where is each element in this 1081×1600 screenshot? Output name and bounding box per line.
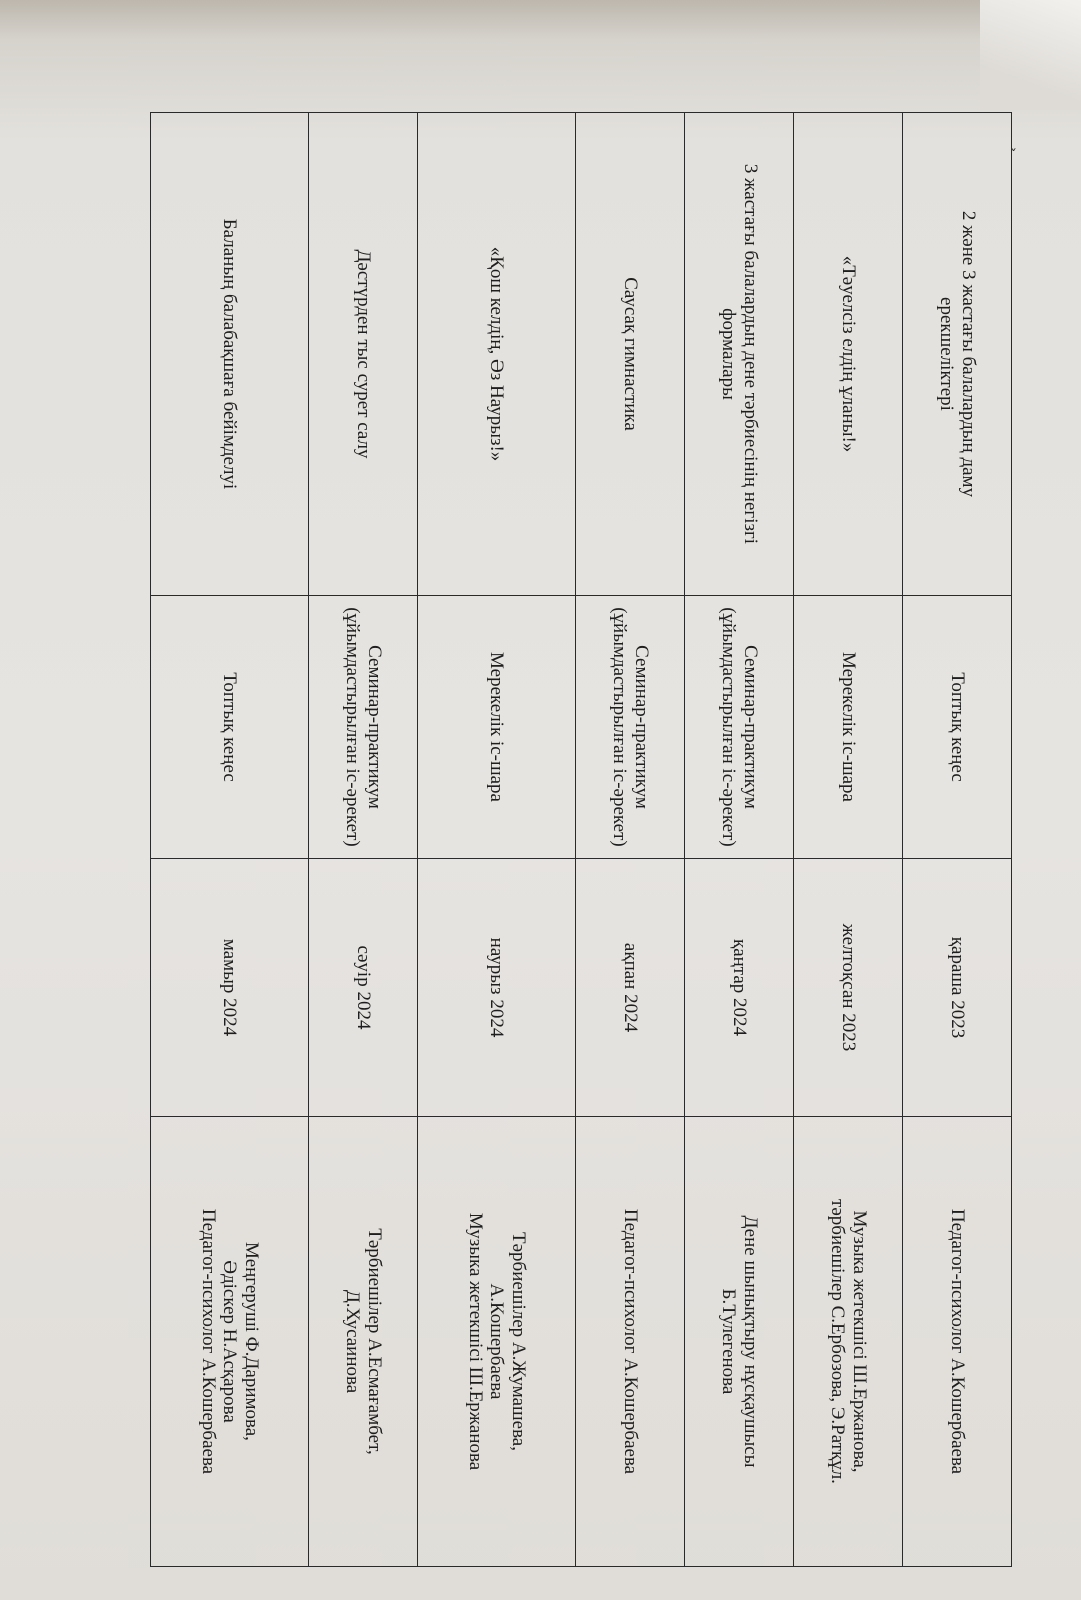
topic-cell-line: Дәстүрден тыс сурет салу <box>352 249 374 459</box>
page-corner-fold <box>980 0 1081 110</box>
form-cell-line: Мерекелік іс-шара <box>837 652 859 802</box>
table-row <box>575 113 684 1567</box>
responsible-cell <box>151 1117 309 1567</box>
date-cell: желтоқсан 2023 <box>793 859 902 1117</box>
topic-cell-line: «Қош келдің, Әз Наурыз!» <box>486 246 508 462</box>
form-cell <box>902 596 1011 859</box>
responsible-cell-line: Тәрбиешілер А.Жумашева, <box>508 1232 530 1451</box>
topic-cell <box>793 113 902 596</box>
responsible-cell-line: Д.Хусаинова <box>342 1289 363 1394</box>
form-cell-line: Семинар-практикум <box>363 645 385 809</box>
responsible-cell <box>902 1117 1011 1567</box>
table-row <box>684 113 793 1567</box>
responsible-cell-line: Музыка жетекшісі Ш.Ержанова <box>464 1212 486 1471</box>
date-cell: қараша 2023 <box>902 859 1011 1117</box>
form-cell-line: Топтық кеңес <box>219 672 241 782</box>
topic-cell <box>308 113 417 596</box>
form-cell <box>575 596 684 859</box>
topic-cell-line: ерекшеліктері <box>936 297 957 411</box>
form-cell-line: (ұйымдастырылған іс-әрекет) <box>717 607 739 847</box>
date-cell: мамыр 2024 <box>151 859 309 1117</box>
responsible-cell-line: Тәрбиешілер А.Есмағамбет, <box>363 1228 385 1455</box>
responsible-cell-line: Педагог-психолог А.Кошербаева <box>619 1208 641 1475</box>
table-row <box>418 113 576 1567</box>
form-cell <box>684 596 793 859</box>
form-cell-line: Топтық кеңес <box>946 672 968 782</box>
responsible-cell-line: Педагог-психолог А.Кошербаева <box>197 1208 219 1475</box>
topic-cell-line: 3 жастағы балалардың дене тәрбиесінің негізгі <box>739 163 761 545</box>
form-cell-line: (ұйымдастырылған іс-әрекет) <box>608 607 630 847</box>
responsible-cell-line: тәрбиешілер С.Ербозова, Э.Ратқұл. <box>826 1199 848 1484</box>
table-body <box>151 113 1012 1567</box>
responsible-cell-line: Б.Тулегенова <box>717 1288 739 1395</box>
date-cell: ақпан 2024 <box>575 859 684 1117</box>
date-cell: сәуір 2024 <box>308 859 417 1117</box>
topic-cell-line: «Тәуелсіз елдің ұланы!» <box>837 255 859 453</box>
responsible-cell-line: Меңгеруші Ф.Даримова, <box>241 1242 263 1441</box>
topic-cell <box>902 113 1011 596</box>
responsible-cell <box>575 1117 684 1567</box>
pen-tick-mark: ˇ <box>1010 148 1017 164</box>
topic-cell <box>151 113 309 596</box>
events-plan-table <box>150 112 1012 1567</box>
form-cell <box>151 596 309 859</box>
table-row <box>793 113 902 1567</box>
responsible-cell-line: Әдіскер Н.Асқарова <box>219 1260 241 1423</box>
date-cell: наурыз 2024 <box>418 859 576 1117</box>
table-row <box>308 113 417 1567</box>
form-cell-line: Семинар-практикум <box>630 645 652 809</box>
topic-cell <box>684 113 793 596</box>
topic-cell <box>575 113 684 596</box>
responsible-cell <box>684 1117 793 1567</box>
form-cell <box>308 596 417 859</box>
rotated-table-container <box>150 112 1012 1514</box>
topic-cell-line: формалары <box>717 308 739 400</box>
form-cell-line: Мерекелік іс-шара <box>486 652 508 802</box>
table-row <box>151 113 309 1567</box>
responsible-cell-line: Музыка жетекшісі Ш.Ержанова, <box>848 1210 870 1473</box>
date-cell: қаңтар 2024 <box>684 859 793 1117</box>
responsible-cell <box>418 1117 576 1567</box>
form-cell <box>418 596 576 859</box>
responsible-cell-line: Педагог-психолог А.Кошербаева <box>946 1208 968 1475</box>
responsible-cell <box>308 1117 417 1567</box>
topic-cell-line: Баланың балабақшаға бейімделуі <box>219 218 241 490</box>
topic-cell-line: Саусақ гимнастика <box>619 277 641 431</box>
form-cell-line: Семинар-практикум <box>739 645 761 809</box>
responsible-cell-line: Дене шынықтыру нұсқаушысы <box>739 1215 761 1468</box>
topic-cell <box>418 113 576 596</box>
responsible-cell <box>793 1117 902 1567</box>
topic-cell-line: 2 және 3 жастағы балалардың даму <box>957 210 979 498</box>
form-cell-line: (ұйымдастырылған іс-әрекет) <box>342 607 363 847</box>
responsible-cell-line: А.Кошербаева <box>486 1283 508 1400</box>
table-row <box>902 113 1011 1567</box>
form-cell <box>793 596 902 859</box>
